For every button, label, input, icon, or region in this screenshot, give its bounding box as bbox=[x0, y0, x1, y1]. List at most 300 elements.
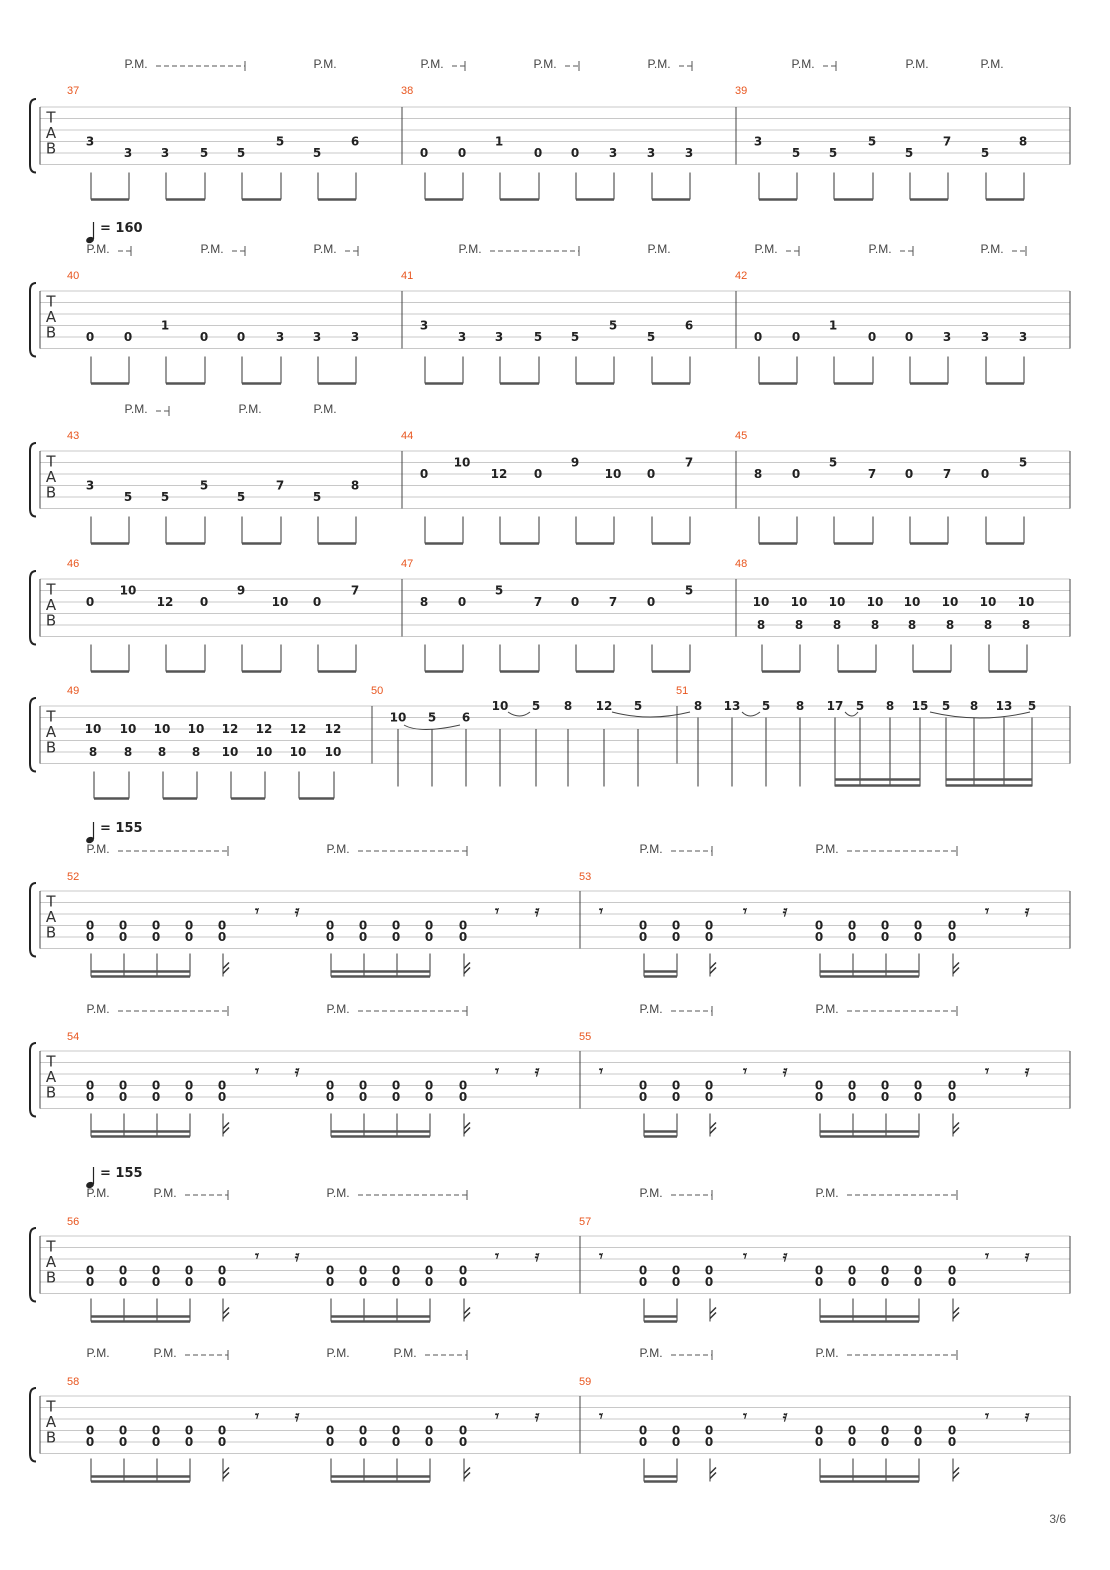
fret-number: 10 bbox=[119, 722, 137, 736]
fret-number: 12 bbox=[255, 722, 273, 736]
fret-number: 0 bbox=[904, 330, 914, 344]
fret-number: 0 bbox=[458, 1263, 468, 1278]
fret-number: 0 bbox=[358, 1423, 368, 1438]
fret-number: 13 bbox=[995, 699, 1013, 713]
fret-number: 8 bbox=[157, 745, 167, 759]
fret-number: 0 bbox=[458, 1423, 468, 1438]
palm-mute-label: P.M. bbox=[393, 1346, 417, 1360]
sixteenth-rest-icon: 𝄿 bbox=[782, 1062, 788, 1080]
eighth-rest-icon: 𝄾 bbox=[255, 1247, 259, 1265]
fret-number: 0 bbox=[671, 1275, 681, 1289]
fret-number: 3 bbox=[1018, 330, 1028, 344]
fret-number: 0 bbox=[151, 1263, 161, 1278]
fret-number: 5 bbox=[646, 330, 656, 344]
fret-number: 0 bbox=[671, 1263, 681, 1278]
fret-number: 0 bbox=[391, 1423, 401, 1438]
fret-number: 0 bbox=[704, 1263, 714, 1278]
fret-number: 0 bbox=[533, 146, 543, 160]
palm-mute-label: P.M. bbox=[86, 1186, 110, 1200]
fret-number: 6 bbox=[350, 134, 360, 149]
fret-number: 0 bbox=[847, 1078, 857, 1093]
fret-number: 0 bbox=[847, 1090, 857, 1104]
fret-number: 0 bbox=[118, 1423, 128, 1438]
sixteenth-rest-icon: 𝄿 bbox=[294, 1247, 300, 1265]
fret-number: 7 bbox=[533, 595, 543, 609]
palm-mute-label: P.M. bbox=[326, 1002, 350, 1016]
palm-mute-label: P.M. bbox=[313, 242, 337, 256]
fret-number: 0 bbox=[913, 918, 923, 933]
fret-number: 0 bbox=[704, 1090, 714, 1104]
fret-number: 5 bbox=[867, 134, 877, 149]
fret-number: 5 bbox=[684, 583, 694, 598]
fret-number: 5 bbox=[236, 490, 246, 504]
fret-number: 0 bbox=[184, 1090, 194, 1104]
fret-number: 0 bbox=[424, 1263, 434, 1278]
fret-number: 0 bbox=[814, 1090, 824, 1104]
fret-number: 8 bbox=[907, 618, 917, 632]
fret-number: 7 bbox=[942, 134, 952, 149]
fret-number: 0 bbox=[638, 1275, 648, 1289]
palm-mute-label: P.M. bbox=[639, 1186, 663, 1200]
palm-mute-label: P.M. bbox=[326, 1186, 350, 1200]
fret-number: 0 bbox=[325, 1090, 335, 1104]
fret-number: 10 bbox=[752, 595, 770, 609]
fret-number: 0 bbox=[947, 1090, 957, 1104]
measure-number: 59 bbox=[579, 1376, 592, 1388]
fret-number: 0 bbox=[671, 930, 681, 944]
fret-number: 5 bbox=[761, 699, 771, 713]
fret-number: 8 bbox=[832, 618, 842, 632]
fret-number: 0 bbox=[217, 1090, 227, 1104]
measure-number: 57 bbox=[579, 1216, 592, 1228]
palm-mute-label: P.M. bbox=[647, 242, 671, 256]
eighth-rest-icon: 𝄾 bbox=[495, 1247, 499, 1265]
fret-number: 0 bbox=[791, 467, 801, 481]
fret-number: 0 bbox=[151, 1090, 161, 1104]
system-bracket bbox=[30, 1388, 36, 1462]
fret-number: 10 bbox=[790, 595, 808, 609]
fret-number: 8 bbox=[350, 478, 360, 493]
fret-number: 10 bbox=[828, 595, 846, 609]
eighth-rest-icon: 𝄾 bbox=[495, 1407, 499, 1425]
fret-number: 12 bbox=[289, 722, 307, 736]
fret-number: 8 bbox=[693, 699, 703, 713]
fret-number: 0 bbox=[880, 1078, 890, 1093]
sixteenth-rest-icon: 𝄿 bbox=[534, 1407, 540, 1425]
fret-number: 8 bbox=[870, 618, 880, 632]
fret-number: 0 bbox=[325, 1435, 335, 1449]
fret-number: 0 bbox=[325, 1078, 335, 1093]
slur bbox=[742, 712, 760, 716]
fret-number: 8 bbox=[795, 699, 805, 713]
fret-number: 8 bbox=[753, 467, 763, 481]
fret-number: 0 bbox=[458, 1090, 468, 1104]
page-number: 3/6 bbox=[1049, 1512, 1066, 1526]
eighth-rest-icon: 𝄾 bbox=[743, 902, 747, 920]
fret-number: 0 bbox=[358, 1275, 368, 1289]
fret-number: 8 bbox=[191, 745, 201, 759]
fret-number: 0 bbox=[671, 1090, 681, 1104]
fret-number: 0 bbox=[85, 918, 95, 933]
fret-number: 0 bbox=[913, 1423, 923, 1438]
fret-number: 0 bbox=[391, 1263, 401, 1278]
palm-mute-label: P.M. bbox=[791, 57, 815, 71]
fret-number: 3 bbox=[646, 146, 656, 160]
palm-mute-label: P.M. bbox=[124, 402, 148, 416]
system-bracket bbox=[30, 883, 36, 957]
fret-number: 0 bbox=[947, 1263, 957, 1278]
fret-number: 0 bbox=[419, 146, 429, 160]
fret-number: 3 bbox=[753, 134, 763, 149]
tab-letter-a: A bbox=[45, 723, 57, 741]
fret-number: 0 bbox=[118, 1435, 128, 1449]
fret-number: 5 bbox=[828, 455, 838, 470]
palm-mute-label: P.M. bbox=[980, 242, 1004, 256]
fret-number: 0 bbox=[814, 918, 824, 933]
palm-mute-label: P.M. bbox=[639, 1002, 663, 1016]
fret-number: 0 bbox=[671, 1078, 681, 1093]
fret-number: 8 bbox=[969, 699, 979, 713]
fret-number: 0 bbox=[913, 1078, 923, 1093]
fret-number: 10 bbox=[903, 595, 921, 609]
fret-number: 3 bbox=[275, 330, 285, 344]
eighth-rest-icon: 𝄾 bbox=[599, 902, 603, 920]
palm-mute-label: P.M. bbox=[815, 1002, 839, 1016]
sixteenth-rest-icon: 𝄿 bbox=[782, 1247, 788, 1265]
fret-number: 0 bbox=[325, 1263, 335, 1278]
fret-number: 0 bbox=[424, 1435, 434, 1449]
fret-number: 0 bbox=[638, 1423, 648, 1438]
fret-number: 0 bbox=[880, 1423, 890, 1438]
fret-number: 0 bbox=[184, 918, 194, 933]
fret-number: 0 bbox=[325, 918, 335, 933]
fret-number: 7 bbox=[942, 467, 952, 481]
fret-number: 3 bbox=[160, 146, 170, 160]
fret-number: 0 bbox=[947, 918, 957, 933]
fret-number: 0 bbox=[325, 930, 335, 944]
fret-number: 5 bbox=[791, 146, 801, 160]
fret-number: 7 bbox=[867, 467, 877, 481]
fret-number: 0 bbox=[85, 930, 95, 944]
fret-number: 0 bbox=[947, 1423, 957, 1438]
fret-number: 0 bbox=[118, 1263, 128, 1278]
fret-number: 5 bbox=[828, 146, 838, 160]
fret-number: 0 bbox=[533, 467, 543, 481]
sixteenth-rest-icon: 𝄿 bbox=[1024, 1062, 1030, 1080]
fret-number: 0 bbox=[638, 1090, 648, 1104]
fret-number: 0 bbox=[814, 930, 824, 944]
fret-number: 0 bbox=[646, 467, 656, 481]
sixteenth-rest-icon: 𝄿 bbox=[1024, 902, 1030, 920]
sixteenth-rest-icon: 𝄿 bbox=[782, 902, 788, 920]
fret-number: 7 bbox=[275, 478, 285, 493]
fret-number: 0 bbox=[458, 918, 468, 933]
fret-number: 5 bbox=[941, 699, 951, 713]
fret-number: 8 bbox=[983, 618, 993, 632]
fret-number: 5 bbox=[123, 490, 133, 504]
fret-number: 13 bbox=[723, 699, 741, 713]
sixteenth-rest-icon: 𝄿 bbox=[534, 1062, 540, 1080]
fret-number: 10 bbox=[1017, 595, 1035, 609]
palm-mute-label: P.M. bbox=[754, 242, 778, 256]
eighth-rest-icon: 𝄾 bbox=[743, 1247, 747, 1265]
fret-number: 0 bbox=[118, 1090, 128, 1104]
palm-mute-label: P.M. bbox=[200, 242, 224, 256]
fret-number: 10 bbox=[324, 745, 342, 759]
fret-number: 0 bbox=[913, 1090, 923, 1104]
eighth-rest-icon: 𝄾 bbox=[255, 902, 259, 920]
system-bracket bbox=[30, 443, 36, 517]
palm-mute-label: P.M. bbox=[86, 1002, 110, 1016]
fret-number: 3 bbox=[494, 330, 504, 344]
fret-number: 5 bbox=[312, 146, 322, 160]
measure-number: 58 bbox=[67, 1376, 80, 1388]
tab-letter-a: A bbox=[45, 1068, 57, 1086]
tab-letter-a: A bbox=[45, 1413, 57, 1431]
fret-number: 10 bbox=[491, 699, 509, 713]
fret-number: 0 bbox=[217, 918, 227, 933]
fret-number: 8 bbox=[945, 618, 955, 632]
tab-letter-a: A bbox=[45, 468, 57, 486]
eighth-rest-icon: 𝄾 bbox=[985, 1247, 989, 1265]
eighth-rest-icon: 𝄾 bbox=[743, 1062, 747, 1080]
palm-mute-label: P.M. bbox=[815, 1186, 839, 1200]
fret-number: 0 bbox=[847, 1275, 857, 1289]
fret-number: 0 bbox=[704, 918, 714, 933]
fret-number: 0 bbox=[980, 467, 990, 481]
fret-number: 0 bbox=[913, 930, 923, 944]
fret-number: 0 bbox=[199, 330, 209, 344]
fret-number: 0 bbox=[85, 1275, 95, 1289]
palm-mute-label: P.M. bbox=[124, 57, 148, 71]
fret-number: 0 bbox=[151, 1423, 161, 1438]
fret-number: 10 bbox=[84, 722, 102, 736]
fret-number: 5 bbox=[1018, 455, 1028, 470]
palm-mute-label: P.M. bbox=[533, 57, 557, 71]
measure-number: 37 bbox=[67, 85, 80, 97]
measure-number: 53 bbox=[579, 871, 592, 883]
fret-number: 3 bbox=[684, 146, 694, 160]
fret-number: 0 bbox=[904, 467, 914, 481]
tab-letter-a: A bbox=[45, 596, 57, 614]
tab-letter-b: B bbox=[45, 483, 57, 502]
slur bbox=[612, 712, 690, 717]
eighth-rest-icon: 𝄾 bbox=[743, 1407, 747, 1425]
measure-number: 47 bbox=[401, 558, 414, 570]
fret-number: 0 bbox=[358, 1090, 368, 1104]
fret-number: 8 bbox=[123, 745, 133, 759]
measure-number: 54 bbox=[67, 1031, 80, 1043]
fret-number: 0 bbox=[184, 1435, 194, 1449]
fret-number: 0 bbox=[391, 1275, 401, 1289]
measure-number: 41 bbox=[401, 270, 414, 282]
fret-number: 8 bbox=[1021, 618, 1031, 632]
palm-mute-label: P.M. bbox=[815, 842, 839, 856]
fret-number: 0 bbox=[424, 1423, 434, 1438]
fret-number: 0 bbox=[458, 1275, 468, 1289]
tempo-marking: = 160 bbox=[100, 221, 143, 236]
measure-number: 39 bbox=[735, 85, 748, 97]
fret-number: 0 bbox=[217, 1423, 227, 1438]
fret-number: 10 bbox=[289, 745, 307, 759]
fret-number: 8 bbox=[419, 595, 429, 609]
tab-letter-a: A bbox=[45, 308, 57, 326]
fret-number: 5 bbox=[570, 330, 580, 344]
palm-mute-label: P.M. bbox=[458, 242, 482, 256]
fret-number: 10 bbox=[119, 583, 137, 598]
fret-number: 0 bbox=[151, 1078, 161, 1093]
measure-number: 49 bbox=[67, 685, 80, 697]
tab-letter-t: T bbox=[46, 452, 56, 471]
tab-letter-a: A bbox=[45, 1253, 57, 1271]
fret-number: 10 bbox=[866, 595, 884, 609]
fret-number: 10 bbox=[979, 595, 997, 609]
fret-number: 9 bbox=[570, 455, 580, 470]
fret-number: 5 bbox=[533, 330, 543, 344]
tab-letter-t: T bbox=[46, 1397, 56, 1416]
fret-number: 0 bbox=[704, 1435, 714, 1449]
fret-number: 10 bbox=[187, 722, 205, 736]
fret-number: 3 bbox=[85, 134, 95, 149]
palm-mute-label: P.M. bbox=[639, 1346, 663, 1360]
tab-letter-t: T bbox=[46, 292, 56, 311]
palm-mute-label: P.M. bbox=[326, 842, 350, 856]
fret-number: 0 bbox=[424, 1078, 434, 1093]
fret-number: 5 bbox=[160, 490, 170, 504]
fret-number: 5 bbox=[494, 583, 504, 598]
fret-number: 0 bbox=[880, 1275, 890, 1289]
fret-number: 0 bbox=[85, 1090, 95, 1104]
fret-number: 0 bbox=[847, 918, 857, 933]
fret-number: 0 bbox=[236, 330, 246, 344]
fret-number: 0 bbox=[217, 1078, 227, 1093]
fret-number: 3 bbox=[312, 330, 322, 344]
fret-number: 0 bbox=[638, 1435, 648, 1449]
fret-number: 5 bbox=[275, 134, 285, 149]
fret-number: 0 bbox=[358, 1263, 368, 1278]
fret-number: 3 bbox=[942, 330, 952, 344]
fret-number: 3 bbox=[457, 330, 467, 344]
fret-number: 0 bbox=[814, 1263, 824, 1278]
fret-number: 3 bbox=[608, 146, 618, 160]
palm-mute-label: P.M. bbox=[238, 402, 262, 416]
system-bracket bbox=[30, 1228, 36, 1302]
fret-number: 0 bbox=[913, 1275, 923, 1289]
fret-number: 12 bbox=[156, 595, 174, 609]
tab-letter-b: B bbox=[45, 923, 57, 942]
sixteenth-rest-icon: 𝄿 bbox=[534, 902, 540, 920]
fret-number: 5 bbox=[531, 699, 541, 713]
fret-number: 5 bbox=[236, 146, 246, 160]
fret-number: 0 bbox=[358, 1435, 368, 1449]
fret-number: 10 bbox=[255, 745, 273, 759]
fret-number: 0 bbox=[847, 1435, 857, 1449]
fret-number: 0 bbox=[638, 1263, 648, 1278]
fret-number: 5 bbox=[980, 146, 990, 160]
eighth-rest-icon: 𝄾 bbox=[599, 1062, 603, 1080]
fret-number: 0 bbox=[880, 918, 890, 933]
fret-number: 0 bbox=[391, 918, 401, 933]
fret-number: 5 bbox=[608, 318, 618, 333]
tempo-marking: = 155 bbox=[100, 821, 143, 836]
system-bracket bbox=[30, 571, 36, 645]
fret-number: 0 bbox=[118, 930, 128, 944]
measure-number: 45 bbox=[735, 430, 748, 442]
fret-number: 0 bbox=[85, 1423, 95, 1438]
sixteenth-rest-icon: 𝄿 bbox=[294, 902, 300, 920]
fret-number: 8 bbox=[885, 699, 895, 713]
fret-number: 10 bbox=[221, 745, 239, 759]
fret-number: 0 bbox=[671, 1423, 681, 1438]
fret-number: 0 bbox=[85, 1078, 95, 1093]
fret-number: 0 bbox=[184, 1423, 194, 1438]
fret-number: 0 bbox=[880, 1090, 890, 1104]
tab-letter-b: B bbox=[45, 738, 57, 757]
palm-mute-label: P.M. bbox=[153, 1346, 177, 1360]
fret-number: 0 bbox=[458, 1078, 468, 1093]
fret-number: 0 bbox=[424, 918, 434, 933]
fret-number: 0 bbox=[847, 1423, 857, 1438]
fret-number: 10 bbox=[604, 467, 622, 481]
eighth-rest-icon: 𝄾 bbox=[985, 902, 989, 920]
fret-number: 0 bbox=[391, 1078, 401, 1093]
fret-number: 0 bbox=[814, 1423, 824, 1438]
fret-number: 1 bbox=[160, 318, 170, 333]
fret-number: 0 bbox=[947, 1275, 957, 1289]
fret-number: 0 bbox=[814, 1275, 824, 1289]
fret-number: 0 bbox=[123, 330, 133, 344]
fret-number: 0 bbox=[638, 930, 648, 944]
measure-number: 43 bbox=[67, 430, 80, 442]
fret-number: 0 bbox=[118, 1078, 128, 1093]
fret-number: 0 bbox=[704, 1423, 714, 1438]
sixteenth-rest-icon: 𝄿 bbox=[294, 1407, 300, 1425]
fret-number: 8 bbox=[794, 618, 804, 632]
palm-mute-label: P.M. bbox=[639, 842, 663, 856]
fret-number: 5 bbox=[312, 490, 322, 504]
fret-number: 12 bbox=[490, 467, 508, 481]
fret-number: 0 bbox=[85, 1435, 95, 1449]
palm-mute-label: P.M. bbox=[815, 1346, 839, 1360]
eighth-rest-icon: 𝄾 bbox=[599, 1247, 603, 1265]
fret-number: 8 bbox=[563, 699, 573, 713]
fret-number: 8 bbox=[756, 618, 766, 632]
tab-letter-b: B bbox=[45, 1428, 57, 1447]
system-bracket bbox=[30, 698, 36, 772]
fret-number: 3 bbox=[980, 330, 990, 344]
tab-letter-b: B bbox=[45, 611, 57, 630]
fret-number: 0 bbox=[424, 930, 434, 944]
eighth-rest-icon: 𝄾 bbox=[985, 1407, 989, 1425]
fret-number: 7 bbox=[608, 595, 618, 609]
measure-number: 38 bbox=[401, 85, 414, 97]
fret-number: 6 bbox=[461, 710, 471, 725]
fret-number: 1 bbox=[494, 134, 504, 149]
fret-number: 0 bbox=[424, 1275, 434, 1289]
fret-number: 0 bbox=[458, 1435, 468, 1449]
fret-number: 8 bbox=[88, 745, 98, 759]
fret-number: 1 bbox=[828, 318, 838, 333]
measure-number: 44 bbox=[401, 430, 414, 442]
fret-number: 8 bbox=[1018, 134, 1028, 149]
measure-number: 40 bbox=[67, 270, 80, 282]
fret-number: 0 bbox=[880, 1435, 890, 1449]
measure-number: 56 bbox=[67, 1216, 80, 1228]
fret-number: 0 bbox=[913, 1435, 923, 1449]
measure-number: 55 bbox=[579, 1031, 592, 1043]
fret-number: 0 bbox=[867, 330, 877, 344]
tempo-marking: = 155 bbox=[100, 1166, 143, 1181]
